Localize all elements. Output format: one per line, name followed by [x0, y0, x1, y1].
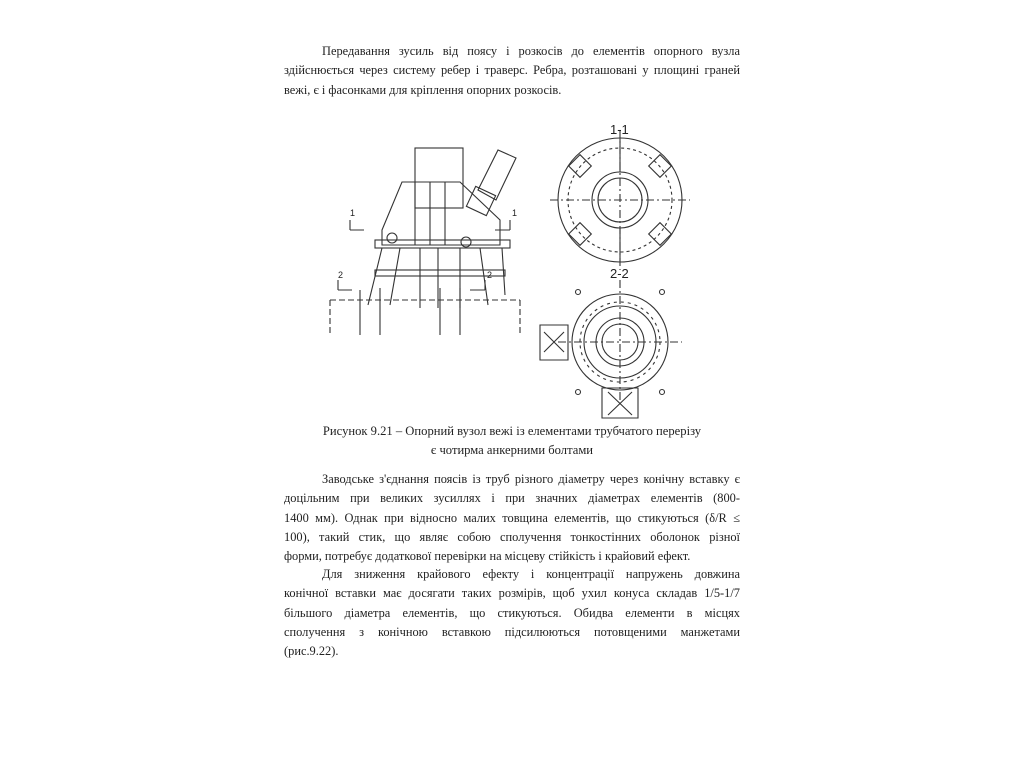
- paragraph-edge-effect: [284, 565, 740, 661]
- text-line: Для зниження крайового ефекту і концентрації напружень довжина: [322, 567, 740, 581]
- technical-drawing: [320, 120, 700, 420]
- section-mark: 2: [338, 270, 344, 280]
- section-mark: 1: [350, 208, 356, 218]
- paragraph-load-transfer: [284, 42, 740, 100]
- paragraph-factory-joint: [284, 470, 740, 566]
- text-line: здійснюється через систему ребер і траверс. Ребра, розташовані у площині граней: [284, 63, 740, 78]
- figure-caption-line2: є чотирма анкерними болтами: [430, 443, 594, 457]
- section-label-2-2: 2-2: [610, 266, 629, 281]
- figure-support-node-drawing: [320, 120, 700, 420]
- figure-caption-line1: Рисунок 9.21 – Опорний вузол вежі із елементами трубчатого перерізу: [322, 424, 702, 438]
- section-mark: 1: [512, 208, 518, 218]
- text-line: сполучення з конічною вставкою підсилюються потовщеними манжетами: [284, 624, 740, 639]
- text-line: форми, потребує додаткової перевірки на місцеву стійкість і крайовий ефект.: [284, 549, 691, 564]
- text-line: конічної вставки має досягати таких розмірів, щоб ухил конуса складав 1/5-1/7: [284, 586, 740, 601]
- text-line: Передавання зусиль від поясу і розкосів до елементів опорного вузла: [322, 44, 740, 58]
- text-line: Заводське з'єднання поясів із труб різного діаметру через конічну вставку є: [322, 472, 740, 486]
- text-line: 100), такий стик, що являє собою сполучення тонкостінних оболонок різної: [284, 529, 740, 544]
- section-label-1-1: 1-1: [610, 122, 629, 137]
- text-line: доцільним при великих зусиллях і при значних діаметрах елементів (800-: [284, 491, 740, 506]
- section-mark: 2: [487, 270, 493, 280]
- text-line: вежі, є і фасонками для кріплення опорних розкосів.: [284, 82, 562, 97]
- text-line: більшого діаметра елементів, що стикуються. Обидва елементи в місцях: [284, 605, 740, 620]
- text-line: (рис.9.22).: [284, 644, 339, 659]
- text-line: 1400 мм). Однак при відносно малих товщина елементів, що стикуються (δ/R ≤: [284, 510, 740, 525]
